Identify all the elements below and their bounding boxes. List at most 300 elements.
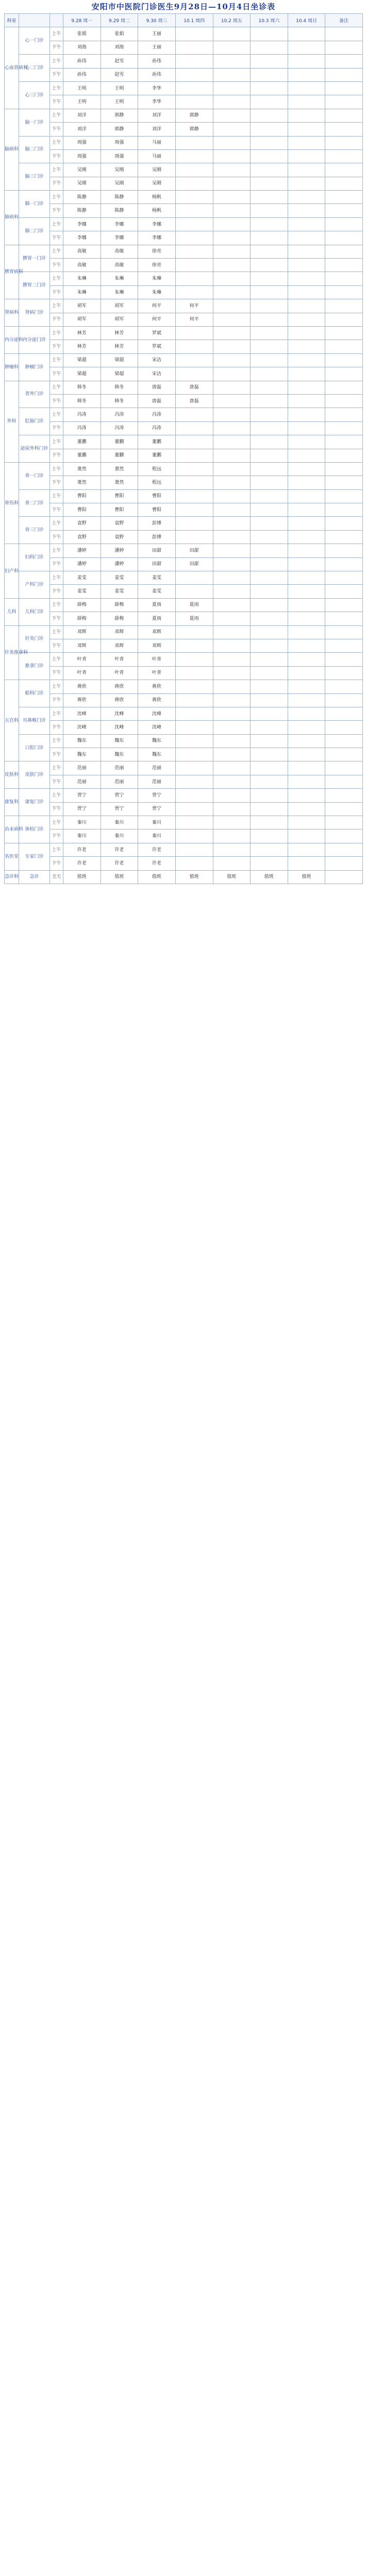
doctor-cell (175, 721, 213, 734)
time-slot: 上午 (50, 734, 63, 748)
time-slot: 上午 (50, 381, 63, 394)
table-row (5, 748, 363, 761)
table-row (5, 653, 363, 666)
doctor-cell: 冯涛 (63, 421, 101, 435)
doctor-cell (325, 843, 363, 856)
doctor-cell (288, 449, 325, 462)
doctor-cell: 王丽 (138, 27, 176, 41)
doctor-cell: 范丽 (101, 761, 138, 775)
doctor-cell (213, 829, 251, 843)
doctor-cell (251, 734, 288, 748)
doctor-cell (251, 95, 288, 109)
doctor-cell: 郭静 (101, 123, 138, 136)
time-slot: 下午 (50, 748, 63, 761)
doctor-cell: 韩冬 (101, 394, 138, 408)
doctor-cell: 姜雯 (138, 571, 176, 585)
doctor-cell: 沈峰 (63, 721, 101, 734)
time-slot: 下午 (50, 802, 63, 816)
doctor-cell: 曹阳 (138, 489, 176, 503)
doctor-cell: 吴刚 (101, 163, 138, 177)
doctor-cell (325, 204, 363, 217)
doctor-cell: 贾宁 (101, 802, 138, 816)
doctor-cell: 杨帆 (138, 191, 176, 204)
doctor-cell (325, 421, 363, 435)
doctor-cell: 周强 (63, 136, 101, 149)
doctor-cell (175, 789, 213, 802)
table-row (5, 476, 363, 489)
doctor-cell (251, 503, 288, 517)
doctor-cell (213, 517, 251, 530)
doctor-cell: 陈静 (63, 191, 101, 204)
doctor-cell: 朱琳 (138, 285, 176, 299)
doctor-cell (325, 55, 363, 68)
doctor-cell (175, 693, 213, 707)
doctor-cell: 薛梅 (101, 598, 138, 612)
doctor-cell (213, 41, 251, 54)
doctor-cell: 郭静 (175, 123, 213, 136)
doctor-cell (251, 544, 288, 557)
doctor-cell (175, 476, 213, 489)
time-slot: 上午 (50, 55, 63, 68)
department-label: 脾胃二门诊 (19, 272, 50, 299)
doctor-cell (251, 299, 288, 313)
doctor-cell: 值班 (63, 870, 101, 884)
doctor-cell: 沈峰 (63, 707, 101, 720)
table-row (5, 285, 363, 299)
department-label: 内分泌门诊 (19, 326, 50, 353)
doctor-cell (325, 231, 363, 245)
doctor-cell (213, 435, 251, 449)
doctor-cell: 曹阳 (101, 489, 138, 503)
time-slot: 上午 (50, 109, 63, 122)
doctor-cell (325, 340, 363, 353)
doctor-cell: 冯涛 (101, 408, 138, 421)
doctor-cell: 何平 (138, 313, 176, 326)
category-label: 急诊科 (5, 870, 19, 884)
doctor-cell: 秦川 (63, 816, 101, 829)
department-label: 肛肠门诊 (19, 408, 50, 435)
doctor-cell: 值班 (288, 870, 325, 884)
doctor-cell (213, 707, 251, 720)
time-slot: 上午 (50, 517, 63, 530)
doctor-cell: 李娜 (63, 231, 101, 245)
doctor-cell (288, 367, 325, 381)
doctor-cell (251, 353, 288, 367)
doctor-cell (288, 55, 325, 68)
doctor-cell (251, 829, 288, 843)
doctor-cell (325, 163, 363, 177)
doctor-cell (325, 748, 363, 761)
doctor-cell (251, 326, 288, 340)
doctor-cell (175, 816, 213, 829)
table-row (5, 721, 363, 734)
doctor-cell (213, 571, 251, 585)
time-slot: 上午 (50, 625, 63, 639)
doctor-cell (175, 191, 213, 204)
doctor-cell (288, 217, 325, 231)
doctor-cell (288, 81, 325, 95)
table-row (5, 734, 363, 748)
doctor-cell: 袁野 (101, 530, 138, 544)
doctor-cell (288, 123, 325, 136)
doctor-cell (175, 340, 213, 353)
doctor-cell (288, 639, 325, 652)
department-label: 肾病门诊 (19, 299, 50, 327)
doctor-cell (213, 421, 251, 435)
doctor-cell (288, 789, 325, 802)
doctor-cell (251, 177, 288, 190)
time-slot: 下午 (50, 68, 63, 81)
time-slot: 下午 (50, 775, 63, 788)
doctor-cell (175, 68, 213, 81)
doctor-cell (325, 259, 363, 272)
doctor-cell: 魏东 (63, 734, 101, 748)
doctor-cell (288, 340, 325, 353)
header-cell: 9.29 周二 (101, 14, 138, 27)
doctor-cell: 董鹏 (101, 435, 138, 449)
doctor-cell (288, 285, 325, 299)
doctor-cell: 吴刚 (63, 177, 101, 190)
doctor-cell: 王明 (63, 95, 101, 109)
doctor-cell (251, 625, 288, 639)
doctor-cell (251, 381, 288, 394)
doctor-cell (288, 313, 325, 326)
doctor-cell: 董鹏 (101, 449, 138, 462)
doctor-cell (251, 517, 288, 530)
doctor-cell: 邓辉 (101, 639, 138, 652)
doctor-cell (251, 27, 288, 41)
doctor-cell (175, 163, 213, 177)
doctor-cell (288, 557, 325, 571)
doctor-cell (288, 421, 325, 435)
header-cell: 科室 (5, 14, 19, 27)
doctor-cell (175, 421, 213, 435)
doctor-cell: 刘洋 (138, 109, 176, 122)
category-label: 肺病科 (5, 191, 19, 245)
doctor-cell: 夏雨 (175, 598, 213, 612)
doctor-cell (213, 81, 251, 95)
doctor-cell (288, 408, 325, 421)
doctor-cell (288, 27, 325, 41)
doctor-cell (251, 435, 288, 449)
category-label: 脾胃病科 (5, 245, 19, 299)
doctor-cell (213, 245, 251, 258)
doctor-cell (175, 503, 213, 517)
table-row (5, 707, 363, 720)
doctor-cell (213, 544, 251, 557)
time-slot: 上午 (50, 435, 63, 449)
department-label: 骨三门诊 (19, 517, 50, 544)
table-row (5, 625, 363, 639)
doctor-cell: 赵雪 (101, 55, 138, 68)
doctor-cell: 吴刚 (63, 163, 101, 177)
doctor-cell: 朱琳 (101, 285, 138, 299)
doctor-cell (213, 761, 251, 775)
doctor-cell (175, 843, 213, 856)
doctor-cell: 蒋欣 (138, 680, 176, 693)
doctor-cell: 蒋欣 (63, 680, 101, 693)
table-row (5, 693, 363, 707)
doctor-cell (213, 313, 251, 326)
doctor-cell: 徐亮 (138, 245, 176, 258)
doctor-cell (251, 557, 288, 571)
doctor-cell: 姜雯 (138, 585, 176, 598)
doctor-cell (325, 367, 363, 381)
department-label: 骨一门诊 (19, 462, 50, 489)
doctor-cell (288, 666, 325, 680)
doctor-cell (288, 149, 325, 163)
doctor-cell (288, 381, 325, 394)
category-label: 五官科 (5, 680, 19, 761)
doctor-cell (175, 81, 213, 95)
department-label: 眼科门诊 (19, 680, 50, 707)
table-row (5, 272, 363, 285)
time-slot: 下午 (50, 666, 63, 680)
doctor-cell: 萧然 (63, 476, 101, 489)
doctor-cell (325, 136, 363, 149)
table-header-row (5, 14, 363, 27)
doctor-cell (213, 598, 251, 612)
doctor-cell (251, 163, 288, 177)
doctor-cell (251, 857, 288, 870)
doctor-cell (325, 123, 363, 136)
doctor-cell (213, 489, 251, 503)
doctor-cell: 贾宁 (63, 802, 101, 816)
doctor-cell (251, 367, 288, 381)
doctor-cell (213, 191, 251, 204)
doctor-cell (213, 666, 251, 680)
doctor-cell: 田甜 (138, 557, 176, 571)
doctor-cell (213, 802, 251, 816)
doctor-cell (325, 530, 363, 544)
doctor-cell (288, 326, 325, 340)
doctor-cell (325, 612, 363, 625)
doctor-cell (325, 149, 363, 163)
doctor-cell (325, 462, 363, 476)
doctor-cell (213, 693, 251, 707)
doctor-cell: 王明 (101, 95, 138, 109)
doctor-cell: 董鹏 (63, 435, 101, 449)
category-label: 肿瘤科 (5, 353, 19, 381)
table-row (5, 843, 363, 856)
doctor-cell (288, 625, 325, 639)
doctor-cell (288, 435, 325, 449)
doctor-cell (213, 449, 251, 462)
doctor-cell: 梁超 (101, 367, 138, 381)
doctor-cell: 魏东 (63, 748, 101, 761)
doctor-cell: 贾宁 (138, 802, 176, 816)
doctor-cell (251, 55, 288, 68)
doctor-cell: 罗斌 (138, 340, 176, 353)
doctor-cell: 董鹏 (138, 449, 176, 462)
doctor-cell: 唐磊 (138, 394, 176, 408)
doctor-cell (251, 81, 288, 95)
doctor-cell: 秦川 (101, 829, 138, 843)
doctor-cell (288, 544, 325, 557)
doctor-cell: 唐磊 (175, 381, 213, 394)
time-slot: 上午 (50, 707, 63, 720)
doctor-cell: 陈静 (63, 204, 101, 217)
doctor-cell: 姜雯 (101, 571, 138, 585)
time-slot: 下午 (50, 340, 63, 353)
department-label: 心三门诊 (19, 81, 50, 109)
department-label: 普外门诊 (19, 381, 50, 408)
table-row (5, 340, 363, 353)
department-label: 脑一门诊 (19, 109, 50, 136)
doctor-cell (288, 163, 325, 177)
department-label: 肿瘤门诊 (19, 353, 50, 381)
doctor-cell: 薛梅 (63, 612, 101, 625)
doctor-cell: 叶青 (138, 653, 176, 666)
doctor-cell: 魏东 (138, 748, 176, 761)
doctor-cell (288, 707, 325, 720)
doctor-cell (288, 829, 325, 843)
doctor-cell (325, 598, 363, 612)
doctor-cell: 高敏 (101, 259, 138, 272)
doctor-cell: 潘婷 (101, 544, 138, 557)
department-label: 专家门诊 (19, 843, 50, 870)
table-row (5, 666, 363, 680)
category-label: 治未病科 (5, 816, 19, 843)
doctor-cell: 高敏 (63, 259, 101, 272)
table-row (5, 245, 363, 258)
doctor-cell: 朱琳 (138, 272, 176, 285)
doctor-cell (251, 775, 288, 788)
doctor-cell: 梁超 (63, 367, 101, 381)
doctor-cell (213, 557, 251, 571)
doctor-cell (325, 653, 363, 666)
doctor-cell (325, 870, 363, 884)
table-row (5, 857, 363, 870)
doctor-cell (325, 41, 363, 54)
table-row (5, 353, 363, 367)
doctor-cell: 何平 (175, 299, 213, 313)
doctor-cell: 林芳 (101, 326, 138, 340)
doctor-cell (175, 367, 213, 381)
table-row (5, 680, 363, 693)
doctor-cell (251, 191, 288, 204)
time-slot: 上午 (50, 163, 63, 177)
doctor-cell (251, 653, 288, 666)
doctor-cell (175, 27, 213, 41)
table-row (5, 231, 363, 245)
table-row (5, 489, 363, 503)
doctor-cell (288, 857, 325, 870)
doctor-cell: 值班 (138, 870, 176, 884)
time-slot: 上午 (50, 680, 63, 693)
category-label: 肾病科 (5, 299, 19, 327)
doctor-cell: 薛梅 (101, 612, 138, 625)
doctor-cell (325, 476, 363, 489)
doctor-cell: 贾宁 (101, 789, 138, 802)
doctor-cell (288, 109, 325, 122)
doctor-cell (213, 149, 251, 163)
time-slot: 下午 (50, 95, 63, 109)
doctor-cell (251, 245, 288, 258)
doctor-cell (213, 299, 251, 313)
doctor-cell: 沈峰 (138, 707, 176, 720)
doctor-cell (251, 748, 288, 761)
doctor-cell (175, 857, 213, 870)
doctor-cell (213, 653, 251, 666)
doctor-cell (175, 571, 213, 585)
table-row (5, 177, 363, 190)
doctor-cell (213, 721, 251, 734)
time-slot: 上午 (50, 408, 63, 421)
table-row (5, 123, 363, 136)
doctor-cell (325, 381, 363, 394)
doctor-cell (288, 721, 325, 734)
doctor-cell (213, 734, 251, 748)
category-label: 康复科 (5, 789, 19, 816)
doctor-cell: 王明 (101, 81, 138, 95)
doctor-cell (175, 259, 213, 272)
doctor-cell (175, 353, 213, 367)
doctor-cell (213, 381, 251, 394)
doctor-cell (288, 585, 325, 598)
doctor-cell: 潘婷 (63, 557, 101, 571)
doctor-cell: 值班 (101, 870, 138, 884)
doctor-cell: 叶青 (138, 666, 176, 680)
department-label: 心二门诊 (19, 55, 50, 82)
doctor-cell (325, 109, 363, 122)
doctor-cell (288, 353, 325, 367)
doctor-cell (325, 802, 363, 816)
table-row (5, 27, 363, 41)
doctor-cell: 范丽 (101, 775, 138, 788)
doctor-cell: 郭静 (101, 109, 138, 122)
doctor-cell: 郭静 (175, 109, 213, 122)
doctor-cell: 袁野 (63, 517, 101, 530)
table-row (5, 789, 363, 802)
time-slot: 下午 (50, 367, 63, 381)
doctor-cell (251, 272, 288, 285)
department-label: 脑三门诊 (19, 163, 50, 191)
category-label: 针灸推拿科 (5, 625, 19, 680)
doctor-cell (288, 95, 325, 109)
time-slot: 下午 (50, 721, 63, 734)
time-slot: 上午 (50, 326, 63, 340)
doctor-cell (325, 585, 363, 598)
doctor-cell (213, 585, 251, 598)
time-slot: 上午 (50, 761, 63, 775)
doctor-cell: 胡军 (101, 299, 138, 313)
doctor-cell: 梁超 (63, 353, 101, 367)
doctor-cell (213, 55, 251, 68)
time-slot: 上午 (50, 571, 63, 585)
doctor-cell (325, 326, 363, 340)
category-label: 皮肤科 (5, 761, 19, 789)
table-row (5, 81, 363, 95)
time-slot: 下午 (50, 231, 63, 245)
table-row (5, 775, 363, 788)
doctor-cell: 冯涛 (138, 421, 176, 435)
doctor-cell: 唐磊 (175, 394, 213, 408)
doctor-cell: 陈静 (101, 191, 138, 204)
doctor-cell (251, 421, 288, 435)
time-slot: 上午 (50, 544, 63, 557)
doctor-cell (288, 68, 325, 81)
doctor-cell (175, 748, 213, 761)
time-slot: 上午 (50, 653, 63, 666)
time-slot: 下午 (50, 857, 63, 870)
doctor-cell (175, 734, 213, 748)
doctor-cell (325, 313, 363, 326)
table-row (5, 149, 363, 163)
category-label: 名医堂 (5, 843, 19, 870)
doctor-cell (325, 394, 363, 408)
doctor-cell (288, 734, 325, 748)
